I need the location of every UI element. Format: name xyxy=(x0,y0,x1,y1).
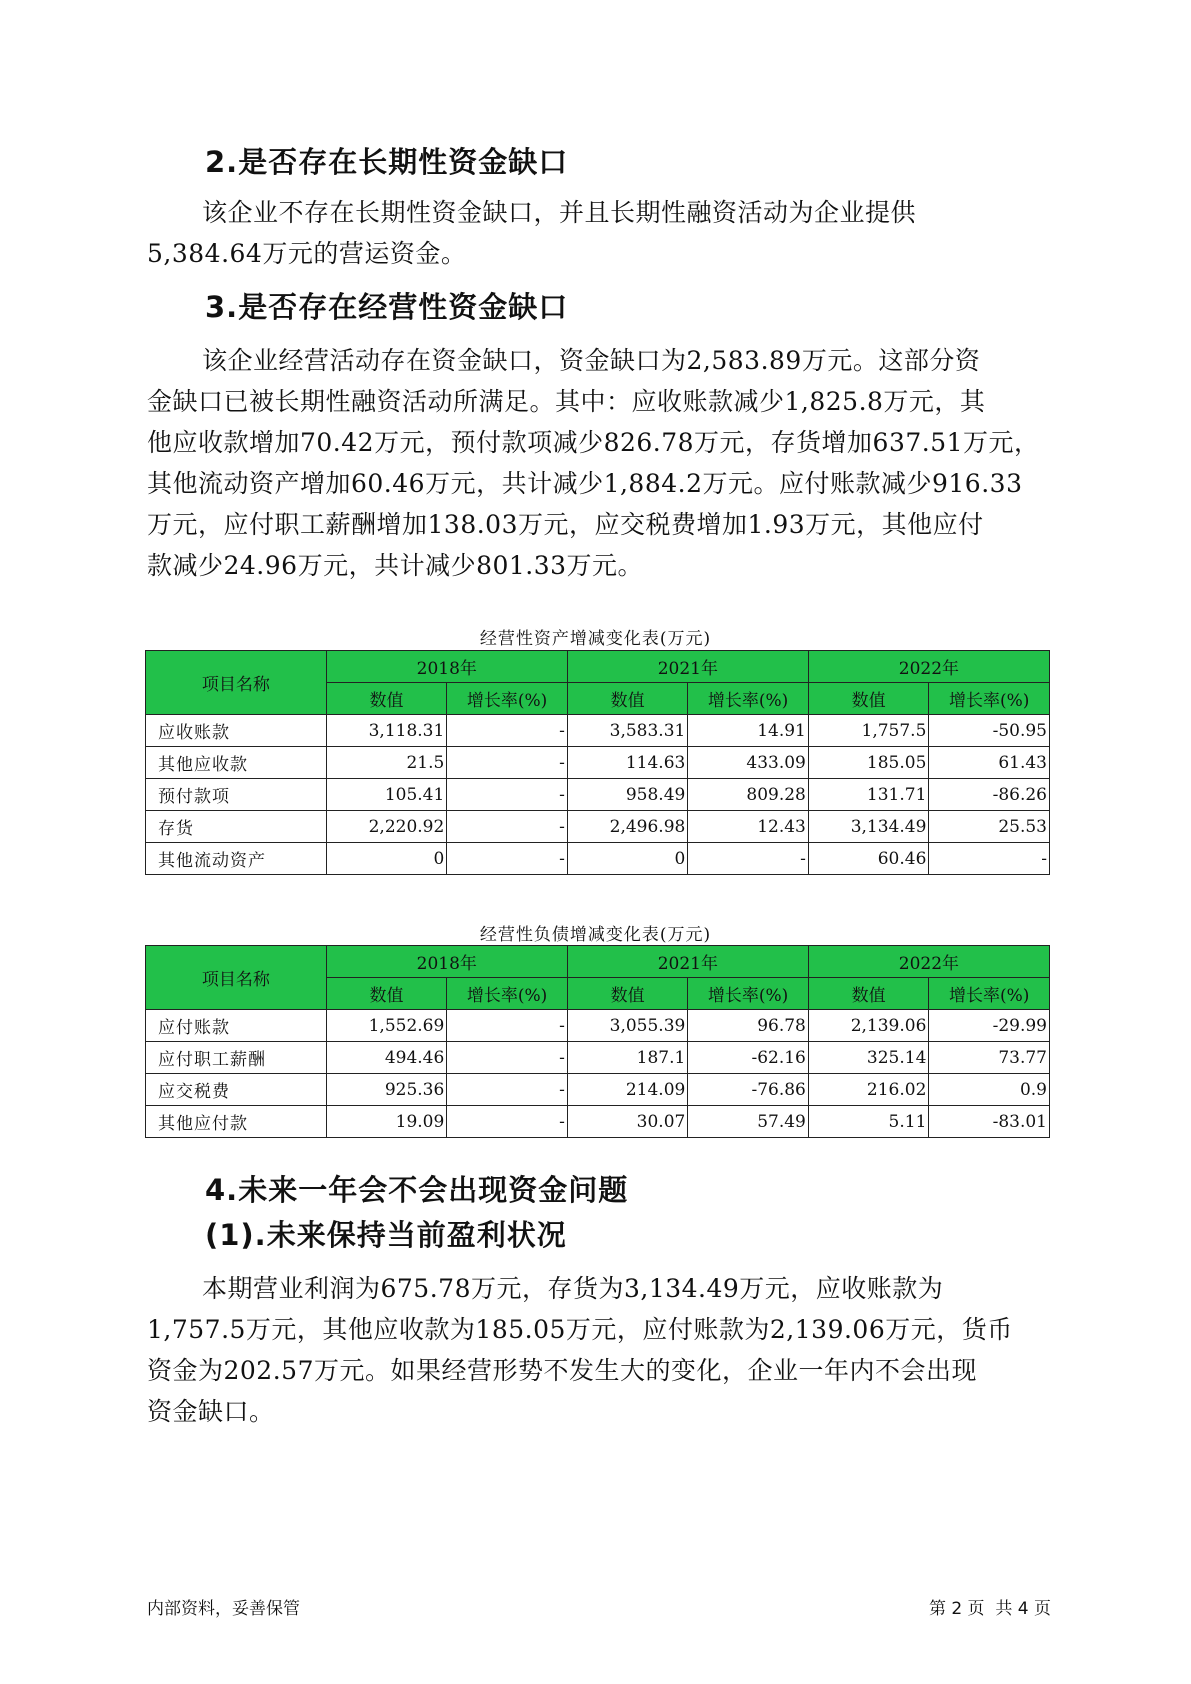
cell-rate: 809.28 xyxy=(688,779,809,811)
header-year: 2021年 xyxy=(567,651,808,683)
table-row xyxy=(146,1106,1050,1138)
cell-value: 958.49 xyxy=(567,779,688,811)
cell-value: 21.5 xyxy=(326,747,447,779)
footer-confidential-note: 内部资料，妥善保管 xyxy=(147,1599,300,1619)
header-growth-rate: 增长率(%) xyxy=(929,978,1050,1010)
paragraph-line: 万元，应付职工薪酬增加138.03万元，应交税费增加1.93万元，其他应付 xyxy=(147,510,984,539)
cell-value: 1,757.5 xyxy=(808,715,929,747)
cell-rate: - xyxy=(447,1106,568,1138)
cell-value: 105.41 xyxy=(326,779,447,811)
cell-value: 2,496.98 xyxy=(567,811,688,843)
cell-rate: - xyxy=(447,1074,568,1106)
header-value: 数值 xyxy=(808,683,929,715)
cell-value: 2,139.06 xyxy=(808,1010,929,1042)
header-year: 2021年 xyxy=(567,946,808,978)
cell-rate: 14.91 xyxy=(688,715,809,747)
table-row xyxy=(146,1010,1050,1042)
header-year: 2022年 xyxy=(808,946,1049,978)
table-2-caption: 经营性负债增减变化表(万元) xyxy=(479,925,712,945)
header-year: 2018年 xyxy=(326,651,567,683)
header-item-name: 项目名称 xyxy=(146,946,327,1010)
table-row xyxy=(146,811,1050,843)
paragraph-line: 5,384.64万元的营运资金。 xyxy=(147,239,467,268)
section-2-paragraph xyxy=(147,192,1052,274)
cell-rate: - xyxy=(447,779,568,811)
cell-rate: 433.09 xyxy=(688,747,809,779)
cell-value: 325.14 xyxy=(808,1042,929,1074)
section-4-paragraph xyxy=(147,1268,1052,1432)
paragraph-line: 该企业经营活动存在资金缺口，资金缺口为2,583.89万元。这部分资 xyxy=(202,346,981,375)
table-row xyxy=(146,1074,1050,1106)
cell-rate: -62.16 xyxy=(688,1042,809,1074)
table-row xyxy=(146,1042,1050,1074)
cell-value: 3,134.49 xyxy=(808,811,929,843)
header-growth-rate: 增长率(%) xyxy=(688,978,809,1010)
cell-rate: - xyxy=(929,843,1050,875)
cell-value: 216.02 xyxy=(808,1074,929,1106)
cell-rate: 96.78 xyxy=(688,1010,809,1042)
cell-value: 185.05 xyxy=(808,747,929,779)
section-4-heading: 4.未来一年会不会出现资金问题 xyxy=(205,1173,629,1207)
cell-rate: -76.86 xyxy=(688,1074,809,1106)
section-3-paragraph xyxy=(147,340,1052,586)
header-value: 数值 xyxy=(326,978,447,1010)
row-label: 其他应收款 xyxy=(146,747,327,779)
operating-assets-table xyxy=(145,650,1050,875)
paragraph-line: 资金为202.57万元。如果经营形势不发生大的变化，企业一年内不会出现 xyxy=(147,1356,977,1385)
cell-rate: - xyxy=(688,843,809,875)
cell-value: 5.11 xyxy=(808,1106,929,1138)
header-year: 2022年 xyxy=(808,651,1049,683)
row-label: 存货 xyxy=(146,811,327,843)
paragraph-line: 他应收款增加70.42万元，预付款项减少826.78万元，存货增加637.51万元， xyxy=(147,428,1040,457)
cell-rate: -50.95 xyxy=(929,715,1050,747)
cell-value: 494.46 xyxy=(326,1042,447,1074)
cell-value: 1,552.69 xyxy=(326,1010,447,1042)
cell-value: 60.46 xyxy=(808,843,929,875)
cell-value: 131.71 xyxy=(808,779,929,811)
cell-rate: - xyxy=(447,715,568,747)
table-1-caption: 经营性资产增减变化表(万元) xyxy=(479,629,712,649)
cell-rate: - xyxy=(447,843,568,875)
cell-rate: 0.9 xyxy=(929,1074,1050,1106)
cell-rate: -86.26 xyxy=(929,779,1050,811)
cell-rate: - xyxy=(447,811,568,843)
header-growth-rate: 增长率(%) xyxy=(688,683,809,715)
operating-liabilities-table xyxy=(145,945,1050,1138)
cell-rate: -83.01 xyxy=(929,1106,1050,1138)
row-label: 应付职工薪酬 xyxy=(146,1042,327,1074)
cell-value: 19.09 xyxy=(326,1106,447,1138)
table-row xyxy=(146,779,1050,811)
paragraph-line: 资金缺口。 xyxy=(147,1397,275,1426)
footer-page-number: 第 2 页 共 4 页 xyxy=(928,1599,1051,1619)
cell-rate: 12.43 xyxy=(688,811,809,843)
header-growth-rate: 增长率(%) xyxy=(447,683,568,715)
section-2-heading: 2.是否存在长期性资金缺口 xyxy=(205,145,569,179)
paragraph-line: 1,757.5万元，其他应收款为185.05万元，应付账款为2,139.06万元，货币 xyxy=(147,1315,1013,1344)
header-value: 数值 xyxy=(326,683,447,715)
table-row xyxy=(146,715,1050,747)
table-row xyxy=(146,843,1050,875)
header-growth-rate: 增长率(%) xyxy=(929,683,1050,715)
cell-rate: - xyxy=(447,747,568,779)
cell-rate: 57.49 xyxy=(688,1106,809,1138)
header-growth-rate: 增长率(%) xyxy=(447,978,568,1010)
row-label: 其他应付款 xyxy=(146,1106,327,1138)
cell-value: 30.07 xyxy=(567,1106,688,1138)
cell-rate: 25.53 xyxy=(929,811,1050,843)
header-year: 2018年 xyxy=(326,946,567,978)
row-label: 应交税费 xyxy=(146,1074,327,1106)
cell-value: 925.36 xyxy=(326,1074,447,1106)
paragraph-line: 其他流动资产增加60.46万元，共计减少1,884.2万元。应付账款减少916.33 xyxy=(147,469,1023,498)
row-label: 应付账款 xyxy=(146,1010,327,1042)
cell-value: 3,055.39 xyxy=(567,1010,688,1042)
cell-value: 214.09 xyxy=(567,1074,688,1106)
row-label: 应收账款 xyxy=(146,715,327,747)
cell-value: 187.1 xyxy=(567,1042,688,1074)
cell-value: 2,220.92 xyxy=(326,811,447,843)
header-value: 数值 xyxy=(808,978,929,1010)
section-3-heading: 3.是否存在经营性资金缺口 xyxy=(205,290,569,324)
header-value: 数值 xyxy=(567,978,688,1010)
cell-value: 3,118.31 xyxy=(326,715,447,747)
table-row xyxy=(146,747,1050,779)
cell-value: 0 xyxy=(567,843,688,875)
paragraph-line: 款减少24.96万元，共计减少801.33万元。 xyxy=(147,551,644,580)
section-4-subheading: (1).未来保持当前盈利状况 xyxy=(205,1218,567,1252)
cell-rate: - xyxy=(447,1042,568,1074)
paragraph-line: 本期营业利润为675.78万元，存货为3,134.49万元，应收账款为 xyxy=(202,1274,944,1303)
cell-rate: - xyxy=(447,1010,568,1042)
header-value: 数值 xyxy=(567,683,688,715)
cell-rate: 61.43 xyxy=(929,747,1050,779)
cell-value: 0 xyxy=(326,843,447,875)
row-label: 预付款项 xyxy=(146,779,327,811)
cell-rate: -29.99 xyxy=(929,1010,1050,1042)
paragraph-line: 该企业不存在长期性资金缺口，并且长期性融资活动为企业提供 xyxy=(202,198,917,227)
paragraph-line: 金缺口已被长期性融资活动所满足。其中：应收账款减少1,825.8万元，其 xyxy=(147,387,986,416)
cell-rate: 73.77 xyxy=(929,1042,1050,1074)
cell-value: 114.63 xyxy=(567,747,688,779)
header-item-name: 项目名称 xyxy=(146,651,327,715)
row-label: 其他流动资产 xyxy=(146,843,327,875)
cell-value: 3,583.31 xyxy=(567,715,688,747)
